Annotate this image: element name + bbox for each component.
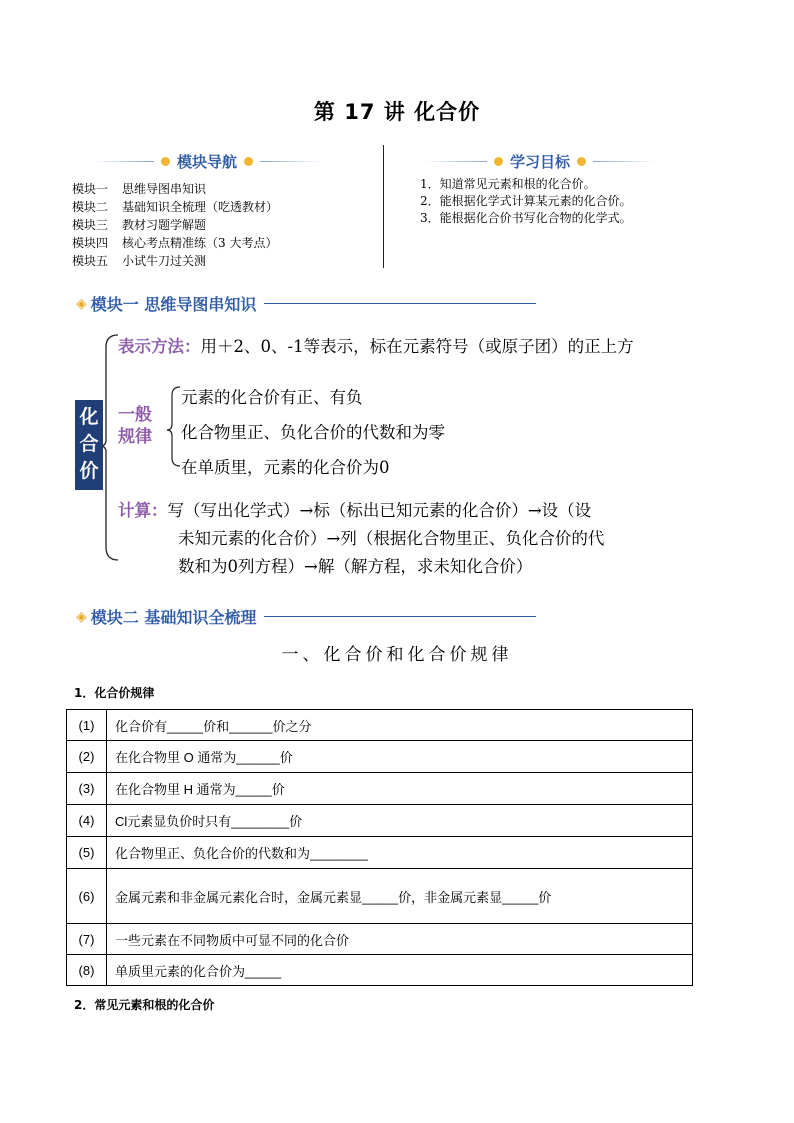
inner-brace <box>167 387 180 466</box>
topic-badge <box>75 400 103 490</box>
section-title: 模块一 思维导图串知识 <box>90 295 257 314</box>
part-heading: 一、化合价和化合价规律 <box>281 645 513 665</box>
table-row <box>67 773 693 805</box>
badge-char: 合 <box>79 433 99 455</box>
table-row <box>67 955 693 986</box>
nav-key: 模块一 <box>72 182 109 196</box>
nav-key: 模块二 <box>72 200 109 214</box>
page-title: 第 17 讲 化合价 <box>313 100 481 124</box>
row-number: (7) <box>67 924 107 955</box>
row-text: 化合物里正、负化合价的代数和为________ <box>107 837 693 869</box>
nav-label: 核心考点精准练（3 大考点） <box>122 236 278 250</box>
diamond-icon: ◈ <box>76 608 87 625</box>
nav-label: 小试牛刀过关测 <box>122 254 207 268</box>
rules-table <box>66 709 693 986</box>
subheading: 2．常见元素和根的化合价 <box>74 998 215 1012</box>
goals-header-label: 学习目标 <box>510 153 571 171</box>
row-number: (3) <box>67 773 107 805</box>
row-number: (6) <box>67 869 107 924</box>
calc-branch <box>118 497 591 521</box>
calc-line: 未知元素的化合价）→列（根据化合物里正、负化合价的代 <box>178 529 605 548</box>
table-row <box>67 710 693 741</box>
section-heading-2 <box>76 605 536 628</box>
subheading: 1．化合价规律 <box>74 686 155 700</box>
table-row <box>67 924 693 955</box>
row-number: (4) <box>67 805 107 837</box>
branch-label: 计算： <box>118 501 168 520</box>
row-number: (1) <box>67 710 107 741</box>
calc-line: 数和为0列方程）→解（解方程，求未知化合价） <box>178 557 533 576</box>
repr-branch <box>118 333 634 357</box>
list-item: 3．能根据化合价书写化合物的化学式。 <box>420 211 632 225</box>
list-item: 2．能根据化学式计算某元素的化合价。 <box>420 194 632 208</box>
section-rule <box>264 616 536 617</box>
row-text: Cl元素显负价时只有________价 <box>107 805 693 837</box>
table-row <box>67 869 693 924</box>
table-row <box>67 741 693 773</box>
diamond-icon: ◈ <box>76 295 87 312</box>
nav-key: 模块五 <box>72 254 109 268</box>
nav-label: 基础知识全梳理（吃透教材） <box>122 200 279 214</box>
calc-line: 写（写出化学式）→标（标出已知元素的化合价）→设（设 <box>167 501 592 520</box>
label-line: 一般 <box>118 405 152 425</box>
branch-label: 表示方法： <box>118 337 201 356</box>
list-item: 1．知道常见元素和根的化合价。 <box>420 177 596 191</box>
section-title: 模块二 基础知识全梳理 <box>90 608 257 627</box>
row-number: (5) <box>67 837 107 869</box>
nav-header-label: 模块导航 <box>177 153 238 171</box>
row-text: 在化合物里 H 通常为_____价 <box>107 773 693 805</box>
nav-key: 模块三 <box>72 218 109 232</box>
badge-char: 化 <box>79 406 99 428</box>
row-text: 单质里元素的化合价为_____ <box>107 955 693 986</box>
label-line: 规律 <box>118 427 152 447</box>
nav-label: 思维导图串知识 <box>122 182 207 196</box>
table-row <box>67 805 693 837</box>
row-number: (2) <box>67 741 107 773</box>
row-text: 金属元素和非金属元素化合时，金属元素显_____价，非金属元素显_____价 <box>107 869 693 924</box>
row-text: 化合价有_____价和______价之分 <box>107 710 693 741</box>
row-text: 一些元素在不同物质中可显不同的化合价 <box>107 924 693 955</box>
badge-char: 价 <box>79 460 99 482</box>
row-number: (8) <box>67 955 107 986</box>
rule-item: 在单质里，元素的化合价为0 <box>181 458 390 477</box>
nav-key: 模块四 <box>72 236 109 250</box>
branch-text: 用＋2、0、-1等表示，标在元素符号（或原子团）的正上方 <box>200 337 634 356</box>
rule-branch-label <box>118 404 152 448</box>
rule-item: 化合物里正、负化合价的代数和为零 <box>181 423 445 442</box>
nav-label: 教材习题学解题 <box>122 218 207 232</box>
table-row <box>67 837 693 869</box>
rule-item: 元素的化合价有正、有负 <box>181 388 363 407</box>
row-text: 在化合物里 O 通常为______价 <box>107 741 693 773</box>
